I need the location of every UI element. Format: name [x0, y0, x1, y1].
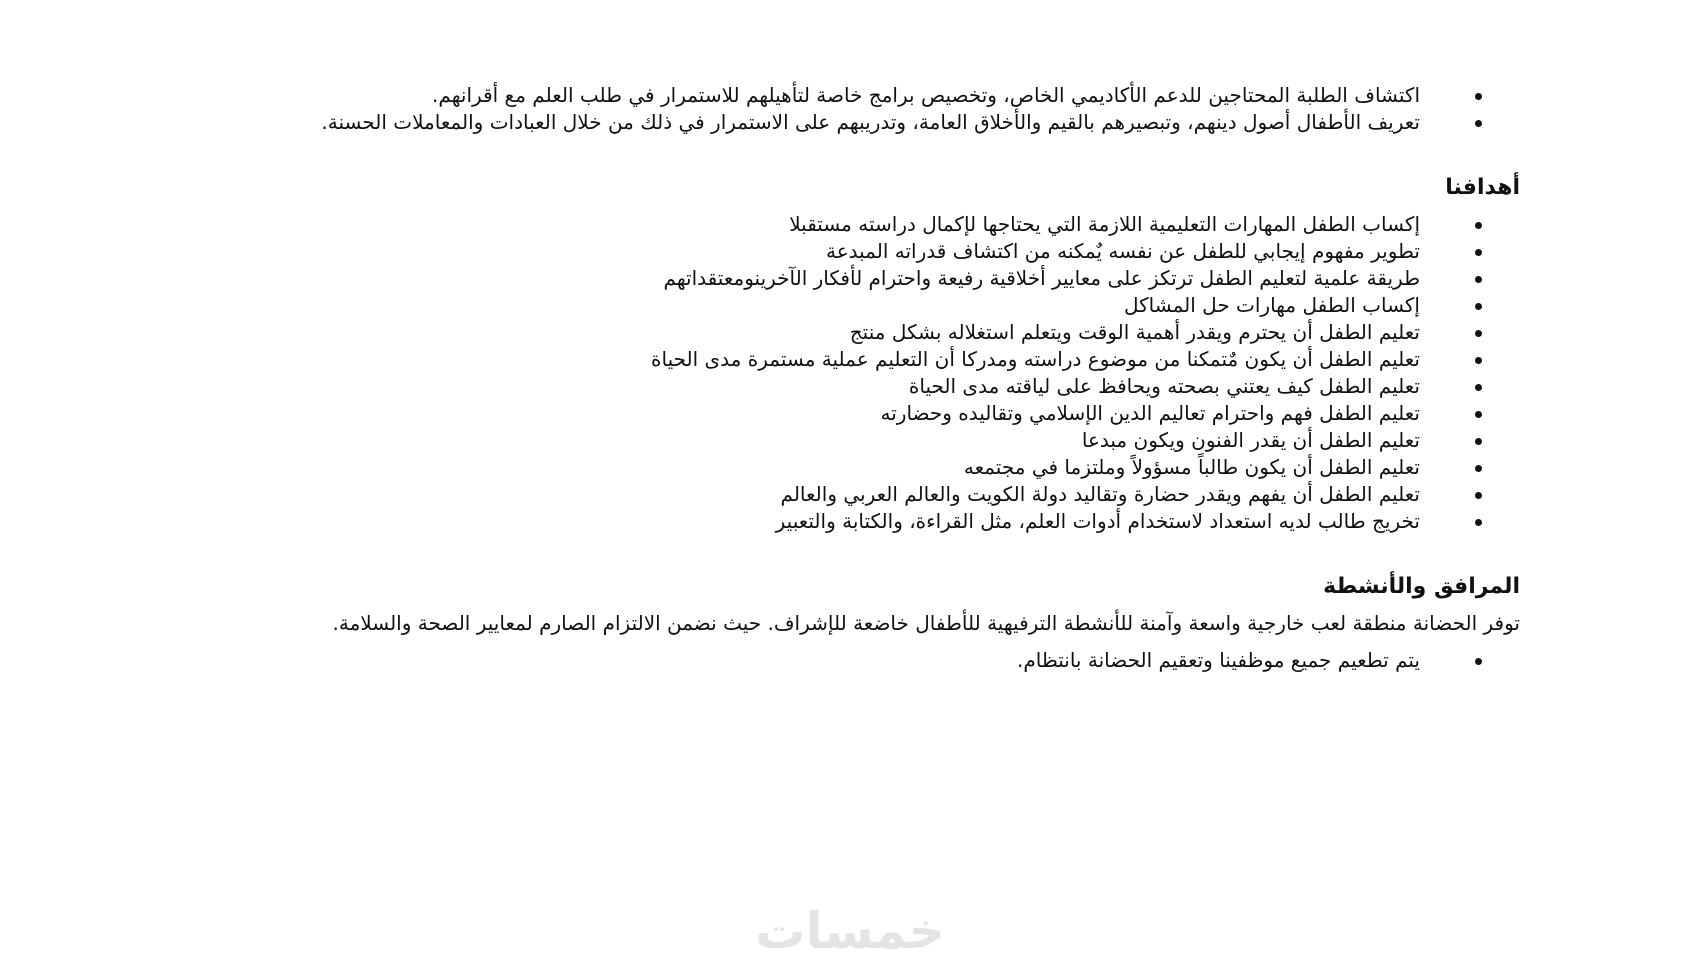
list-item: تعليم الطفل أن يقدر الفنون ويكون مبدعا	[200, 427, 1420, 454]
list-item: تعليم الطفل كيف يعتني بصحته ويحافظ على لياقته مدى الحياة	[200, 373, 1420, 400]
document-body	[200, 82, 1520, 674]
list-item: تعليم الطفل أن يحترم ويقدر أهمية الوقت ويتعلم استغلاله بشكل منتج	[200, 319, 1420, 346]
intro-list	[200, 82, 1520, 136]
goals-heading: أهدافنا	[1445, 175, 1520, 200]
list-item: تخريج طالب لديه استعداد لاستخدام أدوات العلم، مثل القراءة، والكتابة والتعبير	[200, 508, 1420, 535]
watermark-logo: خمسات	[755, 902, 945, 960]
list-item: إكساب الطفل مهارات حل المشاكل	[200, 292, 1420, 319]
goals-list	[200, 211, 1520, 535]
list-item: طريقة علمية لتعليم الطفل ترتكز على معايير أخلاقية رفيعة واحترام لأفكار الآخرينومعتقداتهم	[200, 265, 1420, 292]
facilities-list	[200, 647, 1520, 674]
list-item: تعريف الأطفال أصول دينهم، وتبصيرهم بالقيم والأخلاق العامة، وتدريبهم على الاستمرار في ذلك من خلال العبادات والمعاملات الحسنة.	[200, 109, 1420, 136]
list-item: تعليم الطفل فهم واحترام تعاليم الدين الإسلامي وتقاليده وحضارته	[200, 400, 1420, 427]
list-item: تعليم الطفل أن يكون مٌتمكنا من موضوع دراسته ومدركا أن التعليم عملية مستمرة مدى الحياة	[200, 346, 1420, 373]
facilities-paragraph: توفر الحضانة منطقة لعب خارجية واسعة وآمنة للأنشطة الترفيهية للأطفال خاضعة للإشراف. حيث نضمن الالتزام الصارم لمعايير الصحة والسلامة.	[332, 611, 1520, 635]
list-item: إكساب الطفل المهارات التعليمية اللازمة التي يحتاجها لإكمال دراسته مستقبلا	[200, 211, 1420, 238]
facilities-heading: المرافق والأنشطة	[1323, 574, 1520, 599]
list-item: تعليم الطفل أن يفهم ويقدر حضارة وتقاليد دولة الكويت والعالم العربي والعالم	[200, 481, 1420, 508]
list-item: اكتشاف الطلبة المحتاجين للدعم الأكاديمي الخاص، وتخصيص برامج خاصة لتأهيلهم للاستمرار في طلب العلم مع أقرانهم.	[200, 82, 1420, 109]
list-item: تعليم الطفل أن يكون طالباً مسؤولاً وملتزما في مجتمعه	[200, 454, 1420, 481]
list-item: يتم تطعيم جميع موظفينا وتعقيم الحضانة بانتظام.	[200, 647, 1420, 674]
list-item: تطوير مفهوم إيجابي للطفل عن نفسه يٌمكنه من اكتشاف قدراته المبدعة	[200, 238, 1420, 265]
